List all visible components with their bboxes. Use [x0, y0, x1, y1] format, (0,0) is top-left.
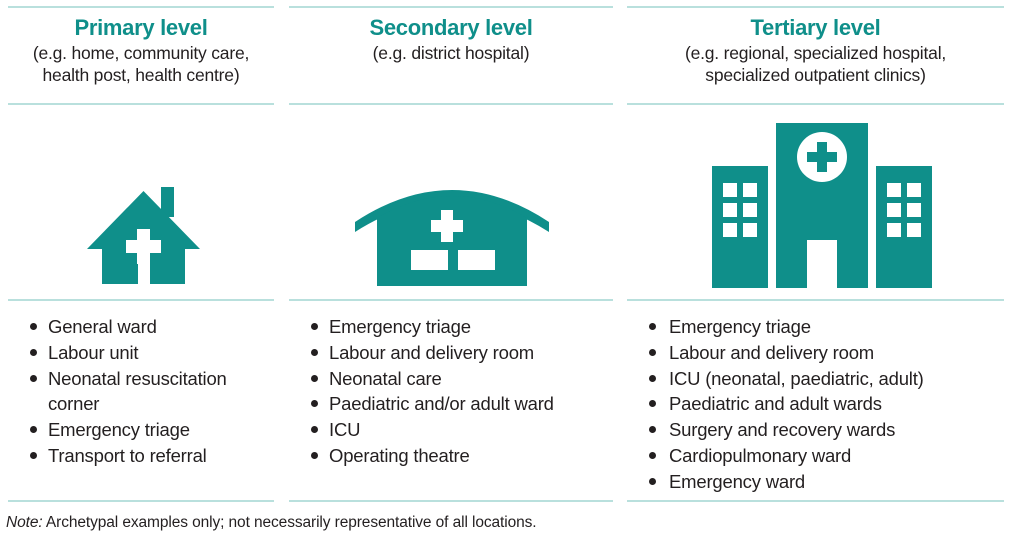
list-item: Operating theatre [289, 443, 613, 469]
column-subtitle-line: (e.g. regional, specialized hospital, [684, 43, 947, 63]
house-with-cross-icon [8, 110, 274, 294]
bottom-rule [627, 500, 1004, 502]
column-subtitle-line: (e.g. district hospital) [372, 43, 530, 63]
list-item: Emergency triage [627, 314, 1004, 340]
header-rule [627, 103, 1004, 105]
column-title: Secondary level [369, 15, 533, 40]
list-item: Emergency triage [8, 417, 274, 443]
column-title: Primary level [74, 15, 208, 40]
list-item: Labour unit [8, 340, 274, 366]
note-label: Note: [6, 514, 43, 531]
column-subtitle-line: specialized outpatient clinics) [705, 65, 926, 85]
tertiary-level-header [627, 14, 1004, 86]
secondary-services-list [289, 314, 613, 469]
header-rule [289, 103, 613, 105]
list-item: Labour and delivery room [289, 340, 613, 366]
list-item: Surgery and recovery wards [627, 417, 1004, 443]
list-item: ICU [289, 417, 613, 443]
tertiary-level-column [627, 0, 1004, 500]
icon-rule [8, 299, 274, 301]
footnote [6, 514, 537, 532]
secondary-level-header [289, 14, 613, 64]
tertiary-services-list [627, 314, 1004, 495]
list-item: Cardiopulmonary ward [627, 443, 1004, 469]
top-rule [8, 6, 274, 8]
note-text: Archetypal examples only; not necessarily representative of all locations. [42, 514, 537, 531]
list-item: Paediatric and adult wards [627, 391, 1004, 417]
bottom-rule [8, 500, 274, 502]
list-item: ICU (neonatal, paediatric, adult) [627, 366, 1004, 392]
column-title: Tertiary level [750, 15, 881, 40]
primary-level-column [8, 0, 274, 500]
list-item: Transport to referral [8, 443, 274, 469]
primary-level-header [8, 14, 274, 86]
icon-rule [289, 299, 613, 301]
list-item: Emergency ward [627, 469, 1004, 495]
top-rule [627, 6, 1004, 8]
list-item: Labour and delivery room [627, 340, 1004, 366]
primary-services-list [8, 314, 274, 469]
icon-rule [627, 299, 1004, 301]
column-subtitle-line: (e.g. home, community care, [32, 43, 250, 63]
secondary-level-column [289, 0, 613, 500]
list-item: Neonatal care [289, 366, 613, 392]
column-subtitle-line: health post, health centre) [42, 65, 240, 85]
list-item: Emergency triage [289, 314, 613, 340]
top-rule [289, 6, 613, 8]
tertiary-hospital-building-icon [627, 110, 1004, 294]
header-rule [8, 103, 274, 105]
district-hospital-icon [289, 110, 613, 294]
list-item: General ward [8, 314, 274, 340]
bottom-rule [289, 500, 613, 502]
list-item: Paediatric and/or adult ward [289, 391, 613, 417]
list-item: Neonatal resuscitation corner [8, 366, 248, 418]
